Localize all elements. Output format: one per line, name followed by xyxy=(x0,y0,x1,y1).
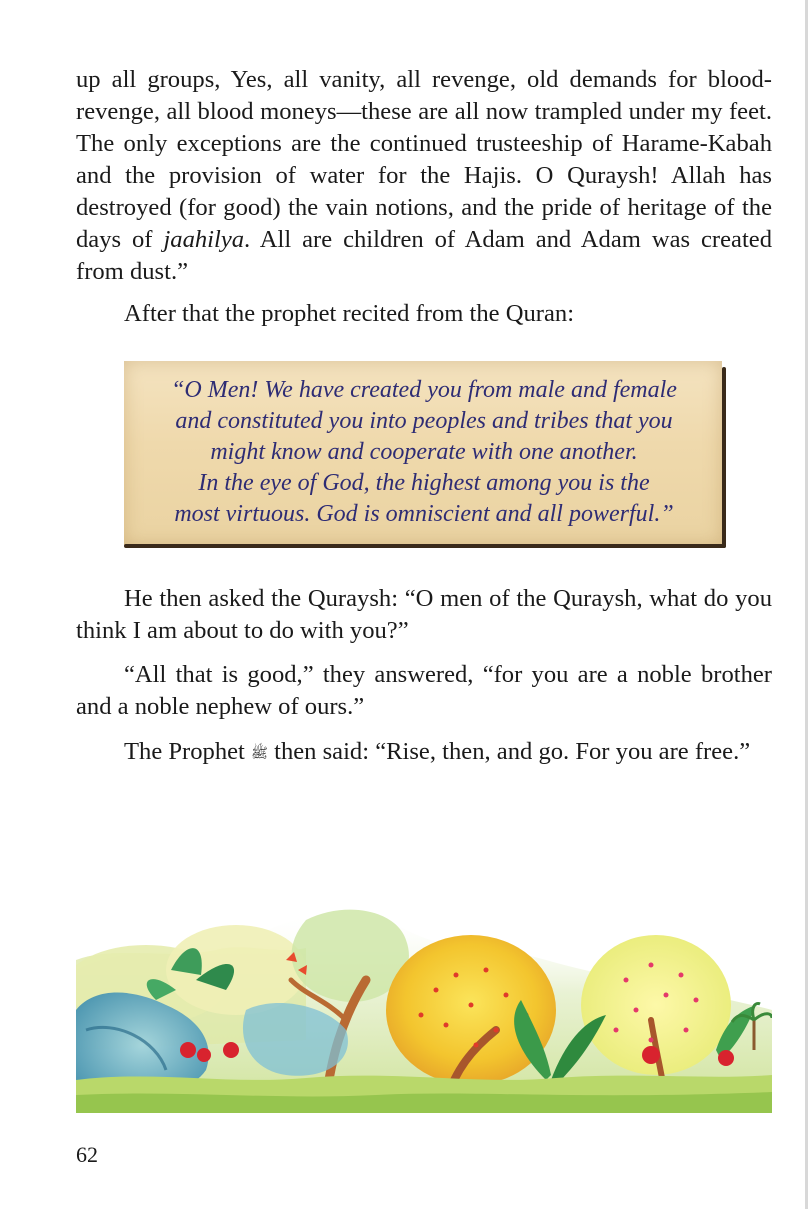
quote-line: and constituted you into peoples and tribes that you xyxy=(175,408,673,434)
paragraph-question xyxy=(76,583,772,647)
paragraph-text: After that the prophet recited from the Quran: xyxy=(124,300,575,327)
italic-term: jaahilya xyxy=(163,226,245,253)
paragraph-speech-end xyxy=(76,64,772,288)
paragraph-text: He then asked the Quraysh: “O men of the Quraysh, what do you think I am about to do with you?” xyxy=(76,585,772,644)
paragraph-text: . All are children of Adam and Adam was created from dust.” xyxy=(76,226,772,285)
paragraph-text: The Prophet xyxy=(124,738,252,765)
quote-line: In the eye of God, the highest among you is the xyxy=(198,470,650,496)
paragraph-text: up all groups, Yes, all vanity, all revenge, old demands for blood-revenge, all blood moneys—these are all now trampled under my feet. The only exceptions are the continued trusteeship of Harame-Kabah and the provision of water for the Hajis. O Quraysh! Allah has destroyed (for good) the vain notions, and the pride of heritage of the days of xyxy=(76,66,772,253)
quran-quote-box xyxy=(124,361,722,545)
paragraph-text: “All that is good,” they answered, “for you are a noble brother and a noble nephew of ours.” xyxy=(76,661,772,720)
garden-trees-illustration-icon xyxy=(76,900,772,1113)
quote-line: “O Men! We have created you from male and female xyxy=(171,377,677,403)
honorific-icon: ﷺ xyxy=(251,745,268,762)
quran-quote xyxy=(136,375,712,530)
paragraph-text: then said: “Rise, then, and go. For you are free.” xyxy=(267,738,751,765)
paragraph-prophet-reply xyxy=(76,736,772,769)
quote-line: most virtuous. God is omniscient and all powerful.” xyxy=(174,501,674,527)
paragraph-answer xyxy=(76,659,772,723)
page-number: 62 xyxy=(76,1142,98,1167)
paragraph-recitation-intro xyxy=(76,298,772,330)
quote-line: might know and cooperate with one another. xyxy=(210,439,638,465)
